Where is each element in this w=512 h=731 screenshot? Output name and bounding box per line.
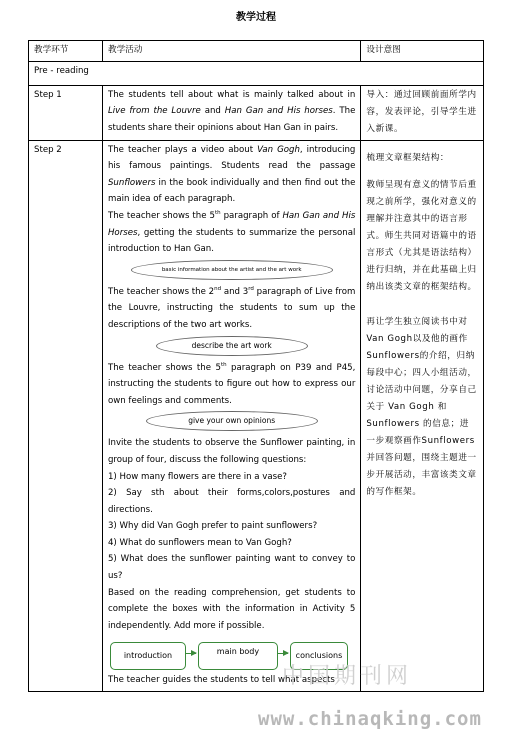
question-item: 4) What do sunflowers mean to Van Gogh?: [107, 537, 292, 548]
flow-box-main-body: main body: [198, 642, 278, 670]
header-activity: 教学活动: [102, 41, 360, 62]
step2-paragraph-5: Invite the students to observe the Sunflower painting, in group of four, discuss the following questions:: [107, 438, 356, 465]
step1-intent: 导入：通过回顾前面所学内容，发表评论，引导学生进入新课。: [361, 85, 484, 140]
flow-box-introduction: introduction: [110, 642, 186, 670]
oval-describe-art-work: describe the art work: [156, 336, 308, 356]
step2-paragraph-2: The teacher shows the 5th paragraph of Han Gan and His Horses, getting the students to summarize the personal introduction to Han Gan.: [107, 210, 356, 255]
step2-paragraph-3: The teacher shows the 2nd and 3rd paragraph of Live from the Louvre, instructing the students to sum up the descriptions of the two art works.: [107, 285, 356, 330]
question-item: 5) What does the sunflower painting want to convey to us?: [107, 554, 356, 582]
step2-paragraph-1: The teacher plays a video about Van Gogh, introducing his famous paintings. Students read the passage Sunflowers in the book individually and then find out the main idea of each paragraph.: [107, 144, 356, 205]
flow-arrow: [278, 653, 288, 654]
table-row-step1: [29, 85, 484, 140]
flow-arrow: [186, 653, 196, 654]
table-header-row: [29, 41, 484, 62]
question-item: 2) Say sth about their forms,colors,postures and directions.: [107, 488, 356, 515]
header-intent: 设计意图: [361, 41, 484, 62]
table-row-pre-reading: [29, 61, 484, 85]
step2-activity: [102, 140, 360, 691]
watermark-url: www.chinaqking.com: [258, 708, 482, 730]
step2-paragraph-6: Based on the reading comprehension, get students to complete the boxes with the information in Activity 5 independently. Add more if possible.: [107, 587, 356, 631]
step2-paragraph-4: The teacher shows the 5th paragraph on P39 and P45, instructing the students to figure out how to express our own feelings and comments.: [107, 361, 356, 406]
question-item: 1) How many flowers are there in a vase?: [107, 471, 287, 482]
step2-intent: 梳理文章框架结构： 教师呈现有意义的情节后重现之前所学，强化对意义的理解并注意其中的语言形式。师生共同对语篇中的语言形式（尤其是语法结构）进行归纳，并在此基础上归纳出该类文章的框架结构。 再让学生独立阅读书中对Van Gogh以及他的画作Sunflowers的介绍，归纳每段中心；四人小组活动，讨论活动中问题，分享自己关于 Van Gogh 和 Sunflowers 的信息；进一步观察画作Sunflowers并回答问题，围绕主题进一步开展活动，丰富该类文章的写作框架。: [361, 140, 484, 691]
step2-paragraph-7: The teacher guides the students to tell what aspects: [107, 675, 335, 686]
step1-activity: The students tell about what is mainly talked about in Live from the Louvre and Han Gan and His horses. The students share their opinions about Han Gan in pairs.: [102, 85, 360, 140]
step2-label: Step 2: [29, 140, 103, 691]
page-title: 教学过程: [236, 12, 276, 23]
header-stage: 教学环节: [29, 41, 103, 62]
table-row-step2: [29, 140, 484, 691]
question-item: 3) Why did Van Gogh prefer to paint sunflowers?: [107, 521, 318, 532]
flow-box-conclusions: conclusions: [290, 642, 348, 670]
lesson-table: [28, 40, 484, 692]
oval-basic-information: basic information about the artist and the art work: [131, 260, 333, 280]
step1-label: Step 1: [29, 85, 103, 140]
question-list: [108, 469, 355, 585]
watermark-cn: 中国期刊网: [282, 664, 413, 689]
oval-give-opinions: give your own opinions: [146, 411, 318, 431]
pre-reading-label: Pre - reading: [29, 61, 484, 85]
